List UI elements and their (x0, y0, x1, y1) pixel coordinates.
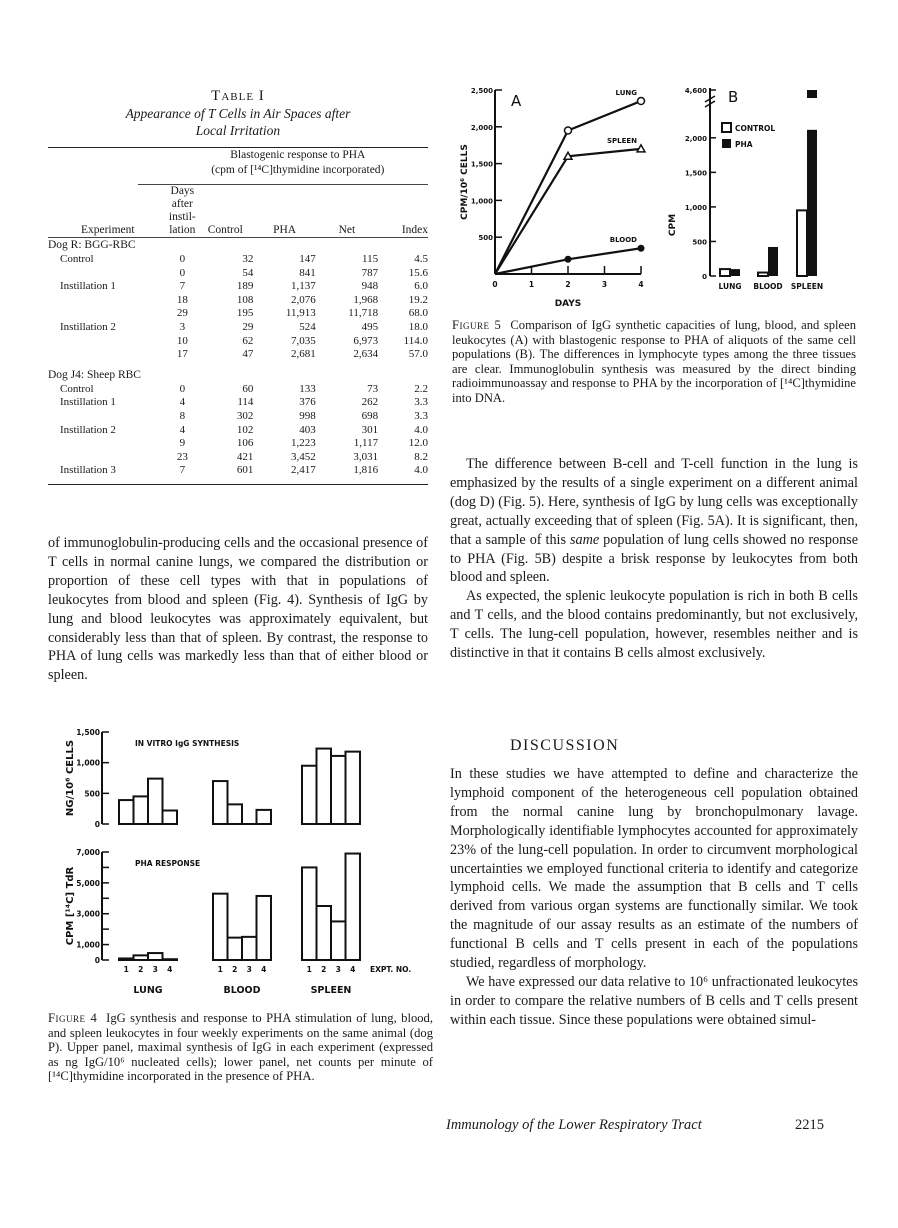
bar-lung-2 (134, 796, 149, 824)
fig5a-y-tick-label: 2,000 (470, 123, 493, 132)
cell-pha: 1,137 (291, 280, 316, 293)
right-paragraph-2: As expected, the splenic leukocyte population is rich in both B cells and T cells, and the blood contains predominantly, but not exclusively, T cells. The lung-cell population, however, resembles neither and is distinctive in that it contains B cells almost exclusively. (450, 588, 858, 662)
x-tick-label: 1 (306, 965, 312, 974)
cell-net: 262 (361, 396, 379, 409)
y-tick-label: 1,000 (76, 940, 100, 950)
cell-index: 2.2 (414, 382, 428, 395)
fig5a-x-tick-label: 4 (638, 280, 644, 289)
fig5b-y-label: CPM (668, 213, 678, 237)
y-tick-label: 500 (84, 789, 100, 799)
x-tick-label: 1 (217, 965, 223, 974)
figure-5 (445, 78, 865, 308)
table-row (48, 335, 428, 349)
bar-blood-3 (242, 937, 257, 960)
table-row (48, 396, 428, 410)
discussion-heading: DISCUSSION (510, 737, 620, 754)
cell-net: 1,816 (353, 464, 379, 477)
legend-control-label: CONTROL (735, 124, 776, 133)
cell-pha: 998 (299, 409, 316, 422)
cell-days: 18 (176, 293, 188, 306)
bar-spleen-4 (346, 752, 361, 824)
cell-control: 47 (242, 348, 254, 361)
series-label-spleen: SPLEEN (606, 136, 637, 145)
left-body-text (48, 534, 428, 685)
cell-net: 495 (361, 320, 379, 333)
table-row (48, 451, 428, 465)
table-row (48, 294, 428, 308)
cell-index: 6.0 (414, 280, 428, 293)
table-row (48, 267, 428, 281)
fig5b-break-label: 4,600 (684, 87, 707, 95)
cell-net: 73 (367, 382, 379, 395)
cell-pha: 2,417 (291, 464, 316, 477)
cell-days: 23 (176, 450, 188, 463)
figure-4 (40, 725, 440, 1005)
bar-spleen-2 (317, 749, 332, 824)
cell-control: 421 (236, 450, 254, 463)
x-tick-label: 4 (261, 965, 267, 974)
cell-control: 60 (242, 382, 254, 395)
cell-control: 601 (236, 464, 254, 477)
x-tick-label: 2 (138, 965, 144, 974)
cell-pha: 841 (299, 266, 316, 279)
cell-experiment: Instillation 2 (60, 320, 116, 333)
marker-lung (638, 98, 645, 105)
cell-pha: 403 (299, 423, 316, 436)
cell-pha: 7,035 (291, 334, 316, 347)
table-row (48, 280, 428, 294)
marker-lung (565, 127, 572, 134)
bar-control-lung (720, 269, 730, 276)
fig5b-y-tick-label: 500 (692, 238, 707, 247)
table-bottom-rule (48, 484, 428, 485)
x-tick-label: 4 (167, 965, 173, 974)
cell-net: 698 (361, 409, 379, 422)
col-net: Net (338, 224, 356, 236)
cell-control: 302 (236, 409, 254, 422)
table-row (48, 464, 428, 478)
bar-pha-spleen-top (807, 90, 817, 98)
fig5b-y-tick-label: 0 (702, 273, 707, 281)
table-row (48, 348, 428, 362)
bar-pha-lung (730, 269, 740, 276)
cell-days: 0 (179, 382, 186, 395)
x-axis-label: EXPT. NO. (370, 965, 412, 974)
figure-4-caption-text: IgG synthesis and response to PHA stimulation of lung, blood, and spleen leukocytes in four weekly experiments on the same animal (dog P). Upper panel, maximal synthesis of IgG in each experiment (expressed as ng IgG/10⁶ nucleated cells); lower panel, net counts per minute of [¹⁴C]thymidine incorporated in the presence of PHA. (48, 1011, 433, 1084)
fig5b-panel-label: B (728, 88, 739, 106)
cell-pha: 2,076 (291, 293, 316, 306)
bar-pha-blood (768, 247, 778, 276)
table-label: Table I (211, 88, 265, 104)
bar-control-blood (758, 273, 768, 276)
cell-control: 114 (237, 396, 254, 409)
cell-experiment: Control (60, 382, 94, 395)
cell-days: 0 (179, 266, 186, 279)
cell-control: 29 (242, 320, 254, 333)
fig5b-x-label-blood: BLOOD (753, 282, 783, 291)
cell-pha: 3,452 (291, 450, 316, 463)
bar-blood-1 (213, 894, 228, 960)
fig5a-y-label: CPM/10⁶ CELLS (460, 144, 470, 220)
cell-index: 18.0 (408, 320, 428, 333)
y-axis-label: CPM [¹⁴C] TdR (65, 866, 76, 946)
bar-control-spleen (797, 210, 807, 276)
fig5b-x-label-spleen: SPLEEN (790, 282, 824, 291)
discussion-text (450, 765, 858, 1030)
table-title-line2: Local Irritation (195, 123, 281, 138)
cell-experiment (48, 348, 168, 362)
cell-experiment (48, 267, 168, 281)
right-paragraph-1: The difference between B-cell and T-cell function in the lung is emphasized by the results of a single experiment on a different animal (dog D) (Fig. 5). Here, synthesis of IgG by lung cells was exceptionally great, actually exceeding that of spleen (Fig. 5A). It is significant, then, that a sample of this same population of lung cells showed no response to PHA (Fig. 5B) despite a brisk response by leukocytes from both blood and spleen. (450, 456, 858, 586)
cell-experiment (48, 307, 168, 321)
y-tick-label: 0 (94, 956, 100, 965)
cell-net: 2,634 (353, 348, 379, 361)
cell-control: 195 (236, 307, 254, 320)
marker-spleen (564, 152, 572, 159)
group-label-spleen: SPLEEN (310, 985, 352, 996)
cell-experiment (48, 410, 168, 424)
fig5a-y-tick-label: 500 (478, 234, 493, 243)
figure-5-caption-text: Comparison of IgG synthetic capacities of lung, blood, and spleen leukocytes (A) with blastogenic response to PHA of aliquots of the same cell populations (B). The differences in lymphocyte types among the three tissues are clear. Immunoglobulin synthesis was measured by the direct binding radioimmunoassay and response to PHA by the incorporation of [¹⁴C]thymidine into DNA. (452, 318, 857, 405)
fig5a-panel-label: A (511, 92, 522, 110)
cell-pha: 11,913 (285, 307, 316, 320)
cell-index: 8.2 (414, 450, 428, 463)
bar-blood-2 (228, 938, 243, 960)
col-days: Days after instil- lation (168, 185, 196, 236)
discussion-paragraph-1: In these studies we have attempted to define and characterize the lymphoid component of the heterogeneous cell population obtained from the normal canine lung by bronchopulmonary lavage. Morphologically identifiable lymphocytes accounted for approximately 23% of the lung-cell population. In order to circumvent morphological uncertainties we employed functional criteria to identify and categorize lymphoid cells. We made the assumption that B cells and T cells derived from various organ systems are functionally similar. We took the magnitude of our assay results as an estimate of the numbers of functional B cells and T cells present in each of the populations studied, regardless of morphology. (450, 766, 858, 972)
cell-net: 6,973 (353, 334, 379, 347)
table-grid (48, 148, 428, 478)
fig5a-y-tick-label: 1,500 (470, 160, 493, 169)
fig5a-y-tick-label: 2,500 (470, 87, 493, 95)
y-tick-label: 3,000 (76, 909, 100, 919)
left-paragraph-1: of immunoglobulin-producing cells and the occasional presence of T cells in normal canine lungs, we compared the distribution or proportion of these cell types with that in populations of leukocytes from blood and spleen (Fig. 4). Synthesis of IgG by lung and blood leukocytes was approximately equivalent, but considerably less than that of spleen. By contrast, the response to PHA of lung cells was markedly less than that of either blood or spleen. (48, 535, 428, 684)
bar-spleen-2 (317, 906, 332, 960)
cell-pha: 376 (299, 396, 316, 409)
table-row (48, 321, 428, 335)
cell-experiment: Instillation 1 (60, 396, 116, 409)
cell-control: 106 (236, 437, 254, 450)
y-tick-label: 0 (94, 820, 100, 829)
x-tick-label: 1 (123, 965, 129, 974)
cell-days: 0 (179, 253, 186, 265)
cell-days: 8 (179, 409, 186, 422)
cell-index: 4.5 (414, 253, 428, 265)
legend-pha-label: PHA (735, 140, 753, 149)
table-row (48, 437, 428, 451)
bar-lung-3 (148, 953, 163, 960)
fig5a-y-tick-label: 1,000 (470, 197, 493, 206)
table-title-line1: Appearance of T Cells in Air Spaces after (125, 106, 351, 121)
cell-net: 1,117 (353, 437, 379, 450)
cell-days: 4 (179, 423, 186, 436)
x-tick-label: 4 (350, 965, 356, 974)
col-pha: PHA (273, 224, 297, 236)
bar-pha-spleen (807, 130, 817, 276)
cell-experiment (48, 451, 168, 465)
cell-net: 301 (361, 423, 379, 436)
col-index: Index (401, 224, 428, 236)
bar-spleen-1 (302, 867, 317, 960)
x-tick-label: 2 (232, 965, 238, 974)
marker-spleen (637, 145, 645, 152)
bar-blood-4 (257, 896, 272, 960)
cell-net: 3,031 (353, 450, 379, 463)
panel-title: PHA RESPONSE (135, 859, 201, 868)
y-tick-label: 1,000 (76, 758, 100, 768)
span-header-line1: Blastogenic response to PHA (230, 149, 366, 161)
figure-5-label: Figure 5 (452, 318, 502, 332)
table-row (48, 424, 428, 438)
table-row (48, 253, 428, 267)
page-number: 2215 (795, 1117, 824, 1133)
series-label-blood: BLOOD (609, 236, 637, 245)
legend-pha-swatch (722, 139, 731, 148)
table-body (48, 238, 428, 478)
cell-experiment: Control (60, 253, 94, 265)
figure-4-caption (48, 1011, 433, 1084)
table-row (48, 307, 428, 321)
table-row (48, 383, 428, 397)
cell-net: 11,718 (348, 307, 379, 320)
bar-blood-2 (228, 804, 243, 824)
span-header-line2: (cpm of [¹⁴C]thymidine incorporated) (211, 164, 385, 176)
cell-index: 114.0 (403, 334, 428, 347)
cell-experiment: Instillation 2 (60, 423, 116, 436)
figure-5-caption (452, 318, 856, 406)
cell-experiment (48, 294, 168, 308)
cell-index: 68.0 (408, 307, 428, 320)
cell-control: 102 (236, 423, 254, 436)
cell-days: 3 (179, 320, 186, 333)
fig5b-y-tick-label: 1,500 (684, 169, 707, 178)
cell-index: 15.6 (408, 266, 428, 279)
y-tick-label: 7,000 (76, 848, 100, 857)
cell-pha: 147 (299, 253, 316, 265)
line-spleen (495, 149, 641, 274)
legend-control-swatch (722, 123, 731, 132)
cell-days: 7 (179, 280, 186, 293)
y-axis-label: NG/10⁶ CELLS (65, 739, 76, 817)
y-tick-label: 5,000 (76, 878, 100, 888)
group-label-lung: LUNG (133, 985, 163, 996)
cell-days: 9 (179, 437, 186, 450)
cell-days: 10 (176, 334, 188, 347)
y-tick-label: 1,500 (76, 728, 100, 737)
span-header (168, 148, 428, 185)
table-group-header: Dog J4: Sheep RBC (48, 368, 141, 381)
cell-control: 62 (242, 334, 254, 347)
x-tick-label: 3 (335, 965, 341, 974)
group-label-blood: BLOOD (223, 985, 261, 996)
discussion-paragraph-2: We have expressed our data relative to 10⁶ unfractionated leukocytes in order to compare the relative numbers of B cells and T cells present within each tissue. Since these populations were obtained simul- (450, 973, 858, 1028)
bar-lung-4 (163, 811, 178, 824)
fig5a-x-tick-label: 0 (492, 280, 498, 289)
running-title: Immunology of the Lower Respiratory Tract (446, 1117, 702, 1133)
fig5a-x-tick-label: 2 (565, 280, 571, 289)
cell-index: 4.0 (414, 423, 428, 436)
bar-spleen-1 (302, 766, 317, 824)
cell-days: 17 (176, 348, 188, 361)
cell-control: 32 (242, 253, 254, 265)
cell-experiment: Instillation 3 (60, 464, 116, 477)
table-row (48, 410, 428, 424)
col-control: Control (207, 224, 243, 236)
cell-experiment (48, 335, 168, 349)
cell-control: 54 (242, 266, 254, 279)
cell-net: 115 (362, 253, 379, 265)
right-body-text (450, 455, 858, 663)
x-tick-label: 3 (152, 965, 158, 974)
cell-index: 57.0 (408, 348, 428, 361)
bar-spleen-3 (331, 756, 346, 824)
cell-days: 7 (179, 464, 186, 477)
bar-lung-3 (148, 779, 163, 824)
series-label-lung: LUNG (615, 89, 637, 98)
fig5a-x-label: DAYS (554, 299, 582, 308)
cell-control: 108 (236, 293, 254, 306)
cell-net: 787 (361, 266, 379, 279)
fig5b-y-tick-label: 1,000 (684, 203, 707, 212)
marker-blood (565, 256, 572, 263)
cell-net: 1,968 (353, 293, 379, 306)
column-headers (48, 185, 428, 237)
cell-pha: 133 (299, 382, 316, 395)
table-1 (48, 88, 428, 485)
cell-experiment: Instillation 1 (60, 280, 116, 293)
bar-spleen-4 (346, 854, 361, 960)
fig5a-x-tick-label: 3 (601, 280, 608, 289)
cell-index: 19.2 (408, 293, 428, 306)
cell-control: 189 (236, 280, 254, 293)
cell-pha: 1,223 (291, 437, 316, 450)
table-group-header: Dog R: BGG-RBC (48, 239, 136, 251)
fig5b-y-tick-label: 2,000 (684, 134, 707, 143)
bar-blood-1 (213, 781, 228, 824)
figure-4-label: Figure 4 (48, 1011, 98, 1025)
cell-pha: 2,681 (291, 348, 316, 361)
x-tick-label: 2 (321, 965, 327, 974)
bar-spleen-3 (331, 921, 346, 960)
bar-lung-1 (119, 800, 134, 824)
cell-days: 29 (176, 307, 188, 320)
panel-title: IN VITRO IgG SYNTHESIS (135, 739, 240, 748)
bar-blood-4 (257, 810, 272, 824)
cell-pha: 524 (299, 320, 316, 333)
cell-index: 3.3 (414, 396, 428, 409)
x-tick-label: 3 (246, 965, 252, 974)
cell-index: 12.0 (408, 437, 428, 450)
cell-experiment (48, 437, 168, 451)
marker-blood (638, 245, 645, 252)
fig5a-x-tick-label: 1 (528, 280, 535, 289)
cell-index: 4.0 (414, 464, 428, 477)
cell-net: 948 (361, 280, 379, 293)
col-experiment: Experiment (80, 224, 135, 236)
cell-days: 4 (179, 396, 186, 409)
cell-index: 3.3 (414, 409, 428, 422)
fig5b-x-label-lung: LUNG (718, 282, 742, 291)
